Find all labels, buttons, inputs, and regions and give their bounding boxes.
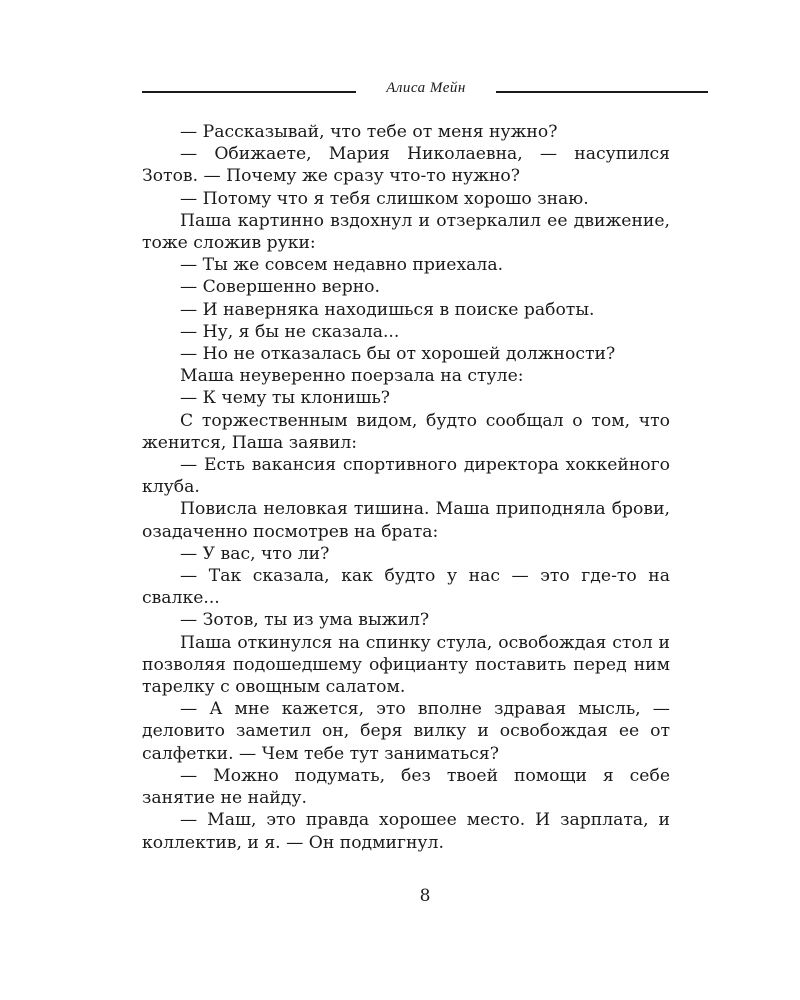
paragraph-18: Паша откинулся на спинку стула, освобождая стол и позволяя подошедшему официанту поставить перед ним тарелку с овощным салатом. — [142, 632, 670, 698]
body-text — [142, 121, 670, 854]
paragraph-10: Маша неуверенно поерзала на стуле: — [180, 366, 524, 387]
paragraph-3: — Потому что я тебя слишком хорошо знаю. — [180, 188, 589, 209]
paragraph-4: Паша картинно вздохнул и отзеркалил ее движение, тоже сложив руки: — [142, 210, 670, 254]
paragraph-21: — Маш, это правда хорошее место. И зарплата, и коллектив, и я. — Он подмигнул. — [142, 810, 670, 853]
paragraph-16: — Так сказала, как будто у нас — это где-то на свалке... — [142, 566, 670, 609]
paragraph-11: — К чему ты клонишь? — [180, 388, 391, 409]
paragraph-20: — Можно подумать, без твоей помощи я себе занятие не найду. — [142, 765, 670, 809]
paragraph-17: — Зотов, ты из ума выжил? — [180, 610, 430, 631]
paragraph-9: — Но не отказалась бы от хорошей должности? — [180, 344, 616, 365]
paragraph-2: — Обижаете, Мария Николаевна, — насупился Зотов. — Почему же сразу что-то нужно? — [142, 144, 670, 187]
paragraph-12: С торжественным видом, будто сообщал о том, что женится, Паша заявил: — [142, 410, 670, 453]
running-head-author: Алиса Мейн — [386, 80, 466, 96]
paragraph-1: — Рассказывай, что тебе от меня нужно? — [180, 122, 558, 142]
paragraph-7: — И наверняка находишься в поиске работы. — [180, 299, 595, 320]
running-header — [142, 80, 708, 100]
paragraph-8: — Ну, я бы не сказала... — [180, 321, 400, 342]
header-rule-left — [142, 91, 356, 93]
paragraph-14: Повисла неловкая тишина. Маша приподняла брови, озадаченно посмотрев на брата: — [142, 499, 670, 542]
paragraph-19: — А мне кажется, это вполне здравая мысль, — деловито заметил он, беря вилку и освобождая ее от салфетки. — Чем тебе тут заниматься? — [142, 699, 670, 764]
paragraph-13: — Есть вакансия спортивного директора хоккейного клуба. — [142, 455, 670, 498]
page-number: 8 — [419, 886, 431, 906]
header-rule-right — [496, 91, 708, 93]
paragraph-15: — У вас, что ли? — [180, 543, 330, 564]
paragraph-6: — Совершенно верно. — [180, 277, 380, 298]
paragraph-5: — Ты же совсем недавно приехала. — [180, 255, 504, 276]
